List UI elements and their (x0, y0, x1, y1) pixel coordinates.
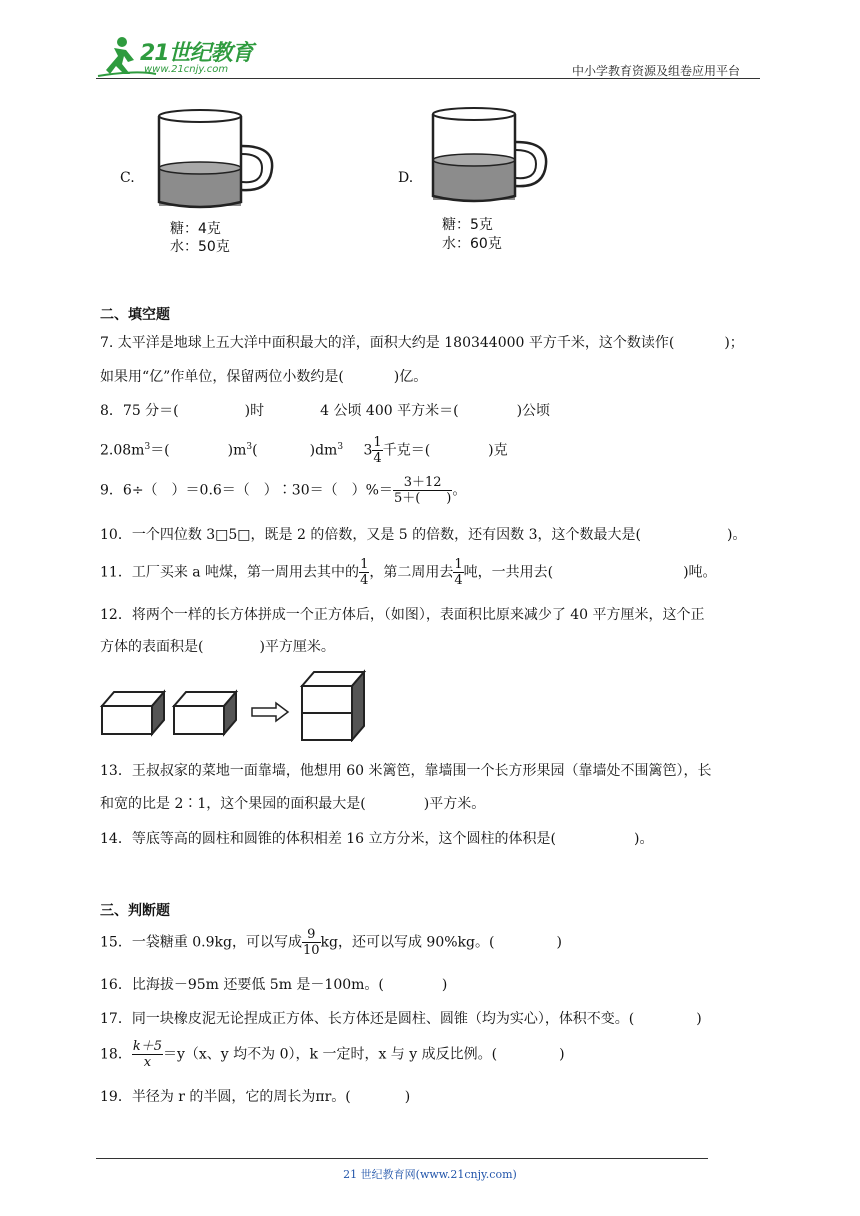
option-c-water: 水：50克 (170, 239, 230, 255)
question-7-line-2: 如果用“亿”作单位，保留两位小数约是( )亿。 (100, 369, 428, 385)
fraction-k-plus-5-over-x: $\frac{k+5}{x}$ (132, 1039, 162, 1070)
option-d-sugar: 糖：5克 (442, 217, 493, 233)
question-18: 18． $\frac{k+5}{x}$ ＝y（x、y 均不为 0），k 一定时，x 与 y 成反比例。( ) (100, 1039, 565, 1070)
fraction-nine-tenths: $\frac{9}{10}$ (302, 927, 320, 958)
question-7-line-1: 7. 太平洋是地球上五大洋中面积最大的洋，面积大约是 180344000 平方千米，这个数读作( )； (100, 335, 744, 351)
cup-d-illustration (424, 104, 554, 208)
question-9: 9．6÷（ ）＝0.6＝（ ）∶30＝（ ）%＝ $\frac{3+12}{5+( )}$ 。 (100, 475, 467, 506)
arrow-right-icon (252, 703, 288, 721)
question-12-line-1: 12．将两个一样的长方体拼成一个正方体后，（如图），表面积比原来减少了 40 平方厘米，这个正 (100, 607, 705, 623)
question-13-line-2: 和宽的比是 2∶1，这个果园的面积最大是( )平方米。 (100, 796, 486, 812)
question-10: 10．一个四位数 3□5□，既是 2 的倍数，又是 5 的倍数，还有因数 3，这个数最大是( )。 (100, 527, 747, 543)
fraction-q11-b: $\frac{1}{4}$ (454, 557, 463, 588)
question-11: 11．工厂买来 a 吨煤，第一周用去其中的 $\frac{1}{4}$ ，第二周用去 $\frac{1}{4}$ 吨，一共用去( )吨。 (100, 557, 717, 588)
section-judge-title: 三、判断题 (100, 903, 170, 919)
logo-url: www.21cnjy.com (144, 64, 229, 75)
question-17: 17．同一块橡皮泥无论捏成正方体、长方体还是圆柱、圆锥（均为实心），体积不变。( ) (100, 1011, 702, 1027)
question-16: 16．比海拔－95m 还要低 5m 是－100m。( ) (100, 977, 448, 993)
option-c-label: C. (120, 170, 135, 186)
section-fill-in-title: 二、填空题 (100, 307, 170, 323)
fraction-q9: $\frac{3+12}{5+( )}$ (393, 475, 452, 506)
option-c-sugar: 糖：4克 (170, 221, 221, 237)
cuboid-diagram (96, 666, 376, 742)
fraction-one-quarter: $\frac{1}{4}$ (373, 435, 382, 466)
logo-main: 21世纪教育 (140, 41, 253, 66)
question-13-line-1: 13．王叔叔家的菜地一面靠墙，他想用 60 米篱笆，靠墙围一个长方形果园（靠墙处不围篱笆），长 (100, 763, 712, 779)
footer-rule (96, 1158, 708, 1159)
option-d-label: D. (398, 170, 414, 186)
option-d-water: 水：60克 (442, 236, 502, 252)
cup-c-illustration (150, 108, 280, 212)
question-19: 19．半径为 r 的半圆，它的周长为πr。( ) (100, 1089, 411, 1105)
question-12-line-2: 方体的表面积是( )平方厘米。 (100, 639, 335, 655)
question-8-line-2: $2.08m^3=$( )$m^3$( )$dm^3$ 3 $\frac{1}{4}$ 千克＝( )克 (100, 435, 508, 466)
question-8-line-1: 8．75 分＝( )时 4 公顷 400 平方米＝( )公顷 (100, 403, 551, 419)
fraction-q11-a: $\frac{1}{4}$ (360, 557, 369, 588)
header-rule (96, 78, 760, 79)
logo (96, 34, 266, 78)
platform-title: 中小学教育资源及组卷应用平台 (572, 64, 741, 78)
question-15: 15．一袋糖重 0.9kg，可以写成 $\frac{9}{10}$ kg，还可以写成 90%kg。( ) (100, 927, 562, 958)
question-14: 14．等底等高的圆柱和圆锥的体积相差 16 立方分米，这个圆柱的体积是( )。 (100, 831, 654, 847)
footer-link[interactable]: 21 世纪教育网(www.21cnjy.com) (343, 1168, 517, 1181)
